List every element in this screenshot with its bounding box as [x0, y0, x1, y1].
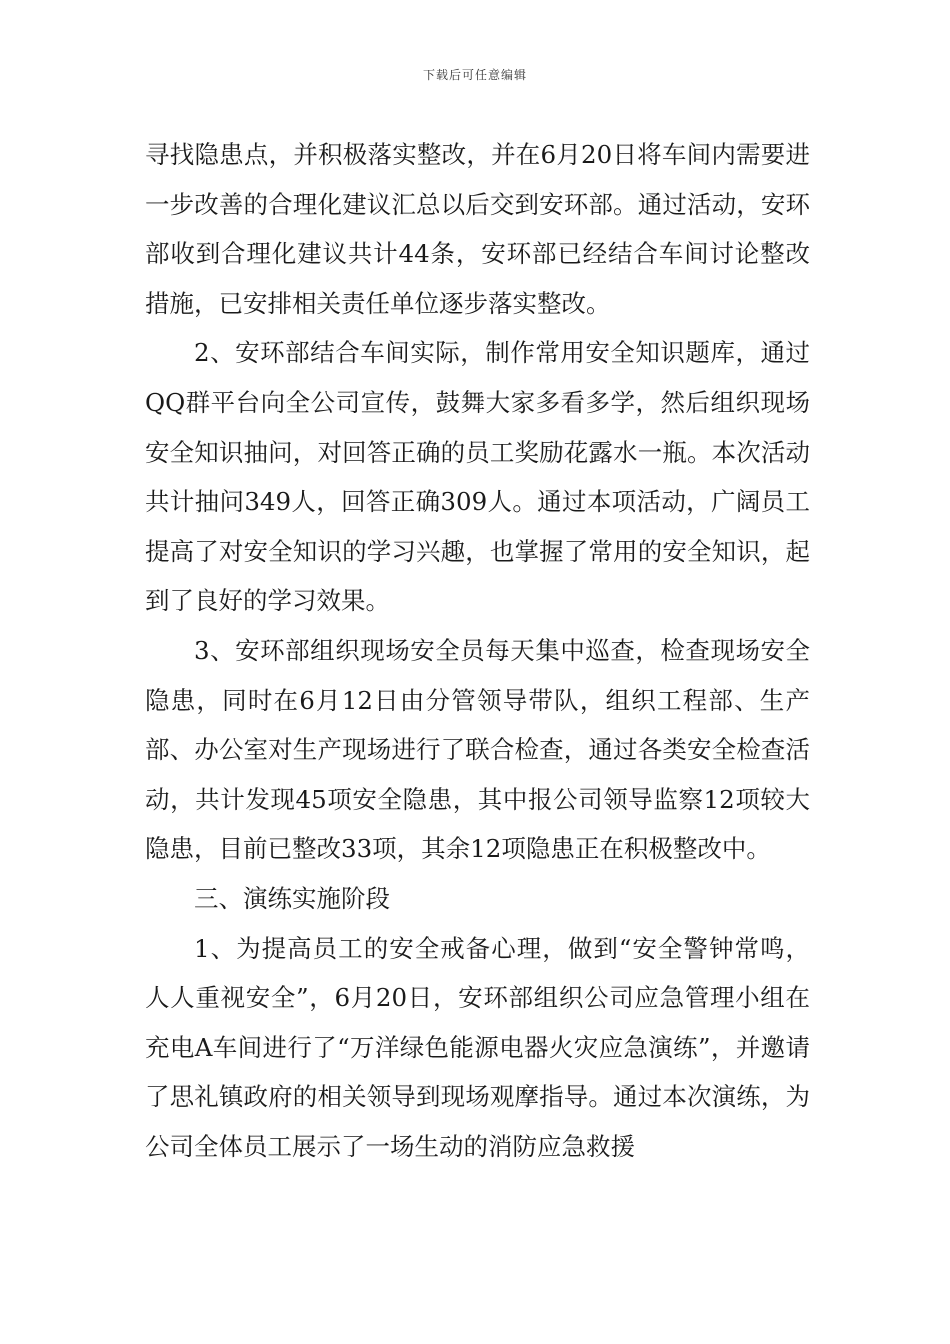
- paragraph-item-3: 3、安环部组织现场安全员每天集中巡查，检查现场安全隐患，同时在6月12日由分管领导带队，组织工程部、生产部、办公室对生产现场进行了联合检查，通过各类安全检查活动，共计发现45项安全隐患，其中报公司领导监察12项较大隐患，目前已整改33项，其余12项隐患正在积极整改中。: [145, 635, 810, 864]
- paragraph-item-1: 1、为提高员工的安全戒备心理，做到“安全警钟常鸣，人人重视安全”，6月20日，安环部组织公司应急管理小组在充电A车间进行了“万洋绿色能源电器火灾应急演练”，并邀请了思礼镇政府的相关领导到现场观摩指导。通过本次演练，为公司全体员工展示了一场生动的消防应急救援: [145, 933, 810, 1161]
- header-note: 下载后可任意编辑: [422, 68, 527, 82]
- paragraph-item-2: 2、安环部结合车间实际，制作常用安全知识题库，通过QQ群平台向全公司宣传，鼓舞大家多看多学，然后组织现场安全知识抽问，对回答正确的员工奖励花露水一瓶。本次活动共计抽问349人，回答正确309人。通过本项活动，广阔员工提高了对安全知识的学习兴趣，也掌握了常用的安全知识，起到了良好的学习效果。: [145, 338, 810, 616]
- document-body: [145, 130, 810, 1171]
- paragraph-continued: 寻找隐患点，并积极落实整改，并在6月20日将车间内需要进一步改善的合理化建议汇总以后交到安环部。通过活动，安环部收到合理化建议共计44条，安环部已经结合车间讨论整改措施，已安排相关责任单位逐步落实整改。: [145, 140, 810, 318]
- section-heading: 三、演练实施阶段: [194, 883, 390, 913]
